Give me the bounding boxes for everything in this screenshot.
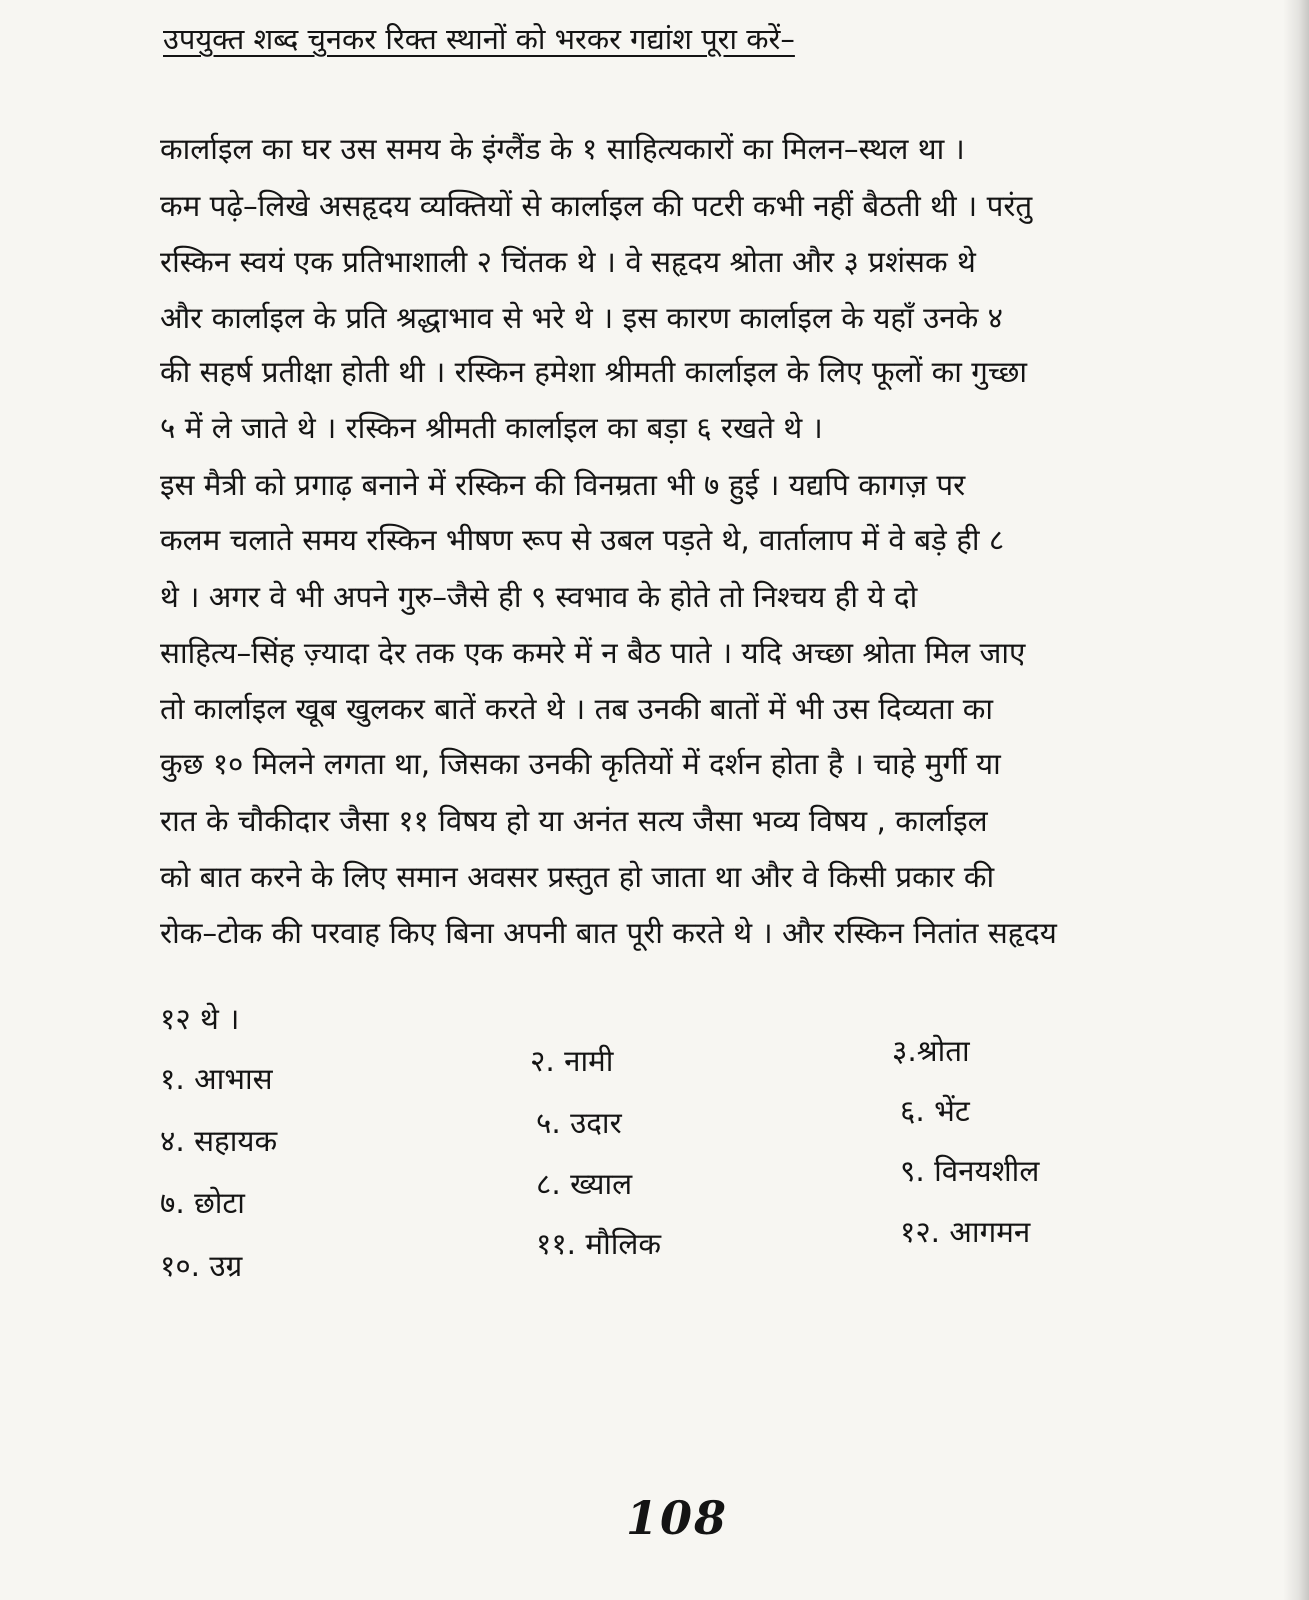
- passage-line: रस्किन स्वयं एक प्रतिभाशाली २ चिंतक थे । वे सहृदय श्रोता और ३ प्रशंसक थे: [160, 245, 976, 279]
- option-item: ६. भेंट: [900, 1094, 970, 1128]
- page-number: 108: [626, 1491, 729, 1545]
- option-item: १२. आगमन: [900, 1215, 1031, 1249]
- page-edge-shadow: [1283, 0, 1309, 1600]
- option-item: ३.श्रोता: [892, 1034, 970, 1068]
- passage-line: थे । अगर वे भी अपने गुरु–जैसे ही ९ स्वभाव के होते तो निश्चय ही ये दो: [160, 580, 918, 614]
- option-item: ५. उदार: [536, 1106, 622, 1140]
- option-item: १०. उग्र: [160, 1249, 243, 1283]
- option-item: ८. ख्याल: [536, 1167, 633, 1201]
- option-item: ९. विनयशील: [900, 1154, 1040, 1188]
- exercise-heading: उपयुक्त शब्द चुनकर रिक्त स्थानों को भरकर गद्यांश पूरा करें–: [163, 22, 795, 56]
- passage-line: को बात करने के लिए समान अवसर प्रस्तुत हो जाता था और वे किसी प्रकार की: [160, 860, 995, 894]
- passage-line: कम पढ़े–लिखे असहृदय व्यक्तियों से कार्लाइल की पटरी कभी नहीं बैठती थी । परंतु: [160, 189, 1033, 223]
- passage-line: साहित्य–सिंह ज़्यादा देर तक एक कमरे में न बैठ पाते । यदि अच्छा श्रोता मिल जाए: [160, 636, 1026, 670]
- passage-line: १२ थे ।: [160, 1002, 240, 1036]
- option-item: १. आभास: [160, 1062, 273, 1096]
- passage-line: कार्लाइल का घर उस समय के इंग्लैंड के १ साहित्यकारों का मिलन–स्थल था ।: [160, 132, 965, 166]
- option-item: ४. सहायक: [160, 1124, 278, 1158]
- passage-line: और कार्लाइल के प्रति श्रद्धाभाव से भरे थे । इस कारण कार्लाइल के यहाँ उनके ४: [160, 301, 1004, 335]
- option-item: ११. मौलिक: [536, 1227, 662, 1261]
- option-item: २. नामी: [530, 1044, 614, 1078]
- passage-line: इस मैत्री को प्रगाढ़ बनाने में रस्किन की विनम्रता भी ७ हुई । यद्यपि कागज़ पर: [160, 468, 966, 502]
- passage-line: रोक–टोक की परवाह किए बिना अपनी बात पूरी करते थे । और रस्किन नितांत सहृदय: [160, 916, 1057, 950]
- passage-line: कलम चलाते समय रस्किन भीषण रूप से उबल पड़ते थे, वार्तालाप में वे बड़े ही ८: [160, 523, 1005, 557]
- passage-line: रात के चौकीदार जैसा ११ विषय हो या अनंत सत्य जैसा भव्य विषय , कार्लाइल: [160, 804, 988, 838]
- passage-line: कुछ १० मिलने लगता था, जिसका उनकी कृतियों में दर्शन होता है । चाहे मुर्गी या: [160, 747, 1001, 781]
- passage-line: की सहर्ष प्रतीक्षा होती थी । रस्किन हमेशा श्रीमती कार्लाइल के लिए फूलों का गुच्छा: [160, 355, 1028, 389]
- passage-line: ५ में ले जाते थे । रस्किन श्रीमती कार्लाइल का बड़ा ६ रखते थे ।: [160, 411, 823, 445]
- passage-line: तो कार्लाइल खूब खुलकर बातें करते थे । तब उनकी बातों में भी उस दिव्यता का: [160, 692, 994, 726]
- option-item: ७. छोटा: [160, 1186, 245, 1220]
